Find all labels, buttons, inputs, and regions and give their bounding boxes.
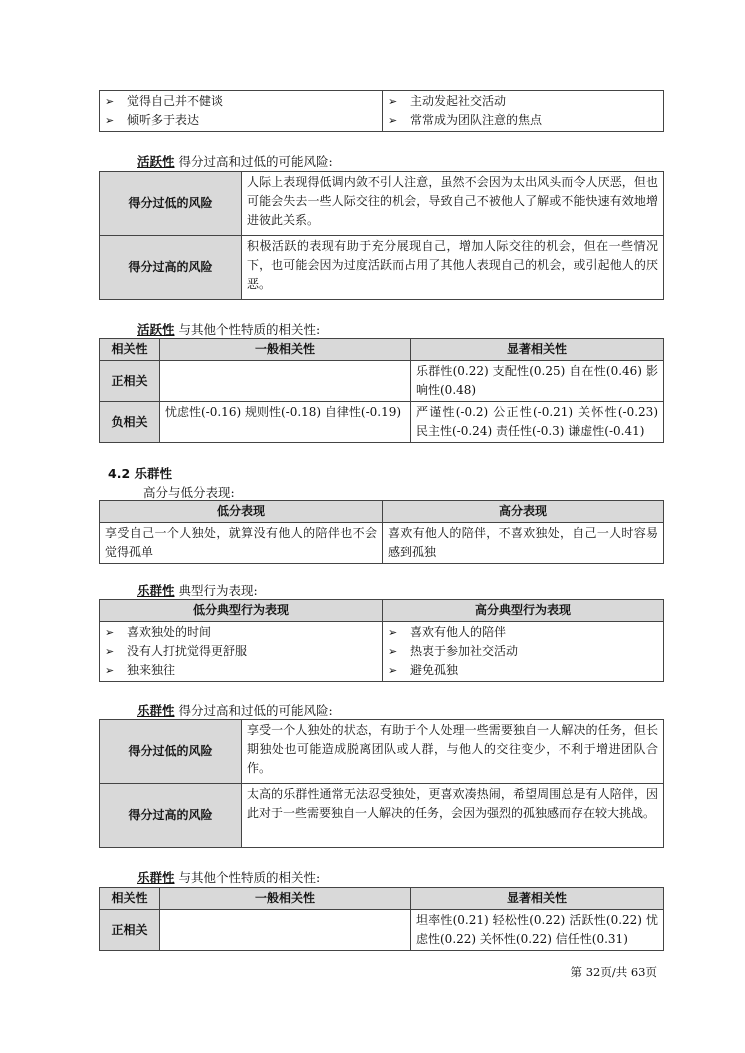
risk-table-sociable [99, 719, 664, 848]
table-row [100, 361, 664, 402]
arrow-bullet-icon: ➢ [105, 95, 115, 108]
risk-text: 太高的乐群性通常无法忍受独处，更喜欢凑热闹，希望周围总是有人陪伴，因此对于一些需要独自一人解决的任务，会因为强烈的孤独感而存在较大挑战。 [242, 784, 664, 848]
list-item-text: 避免孤独 [410, 663, 459, 677]
table-row [100, 720, 664, 784]
list-item [105, 661, 377, 680]
arrow-bullet-icon: ➢ [388, 626, 398, 639]
list-item-text: 常常成为团队注意的焦点 [410, 113, 543, 127]
correlation-label: 正相关 [100, 910, 160, 951]
table-row [100, 172, 664, 236]
table-row [100, 523, 664, 564]
bullet-list-low [100, 91, 383, 132]
arrow-bullet-icon: ➢ [105, 664, 115, 677]
behavior-table-sociable [99, 599, 664, 682]
list-item-text: 倾听多于表达 [127, 113, 200, 127]
table-header-row [100, 339, 664, 361]
list-item [388, 623, 658, 642]
caption-text: 典型行为表现: [178, 583, 258, 598]
list-item-text: 热衷于参加社交活动 [410, 644, 519, 658]
table-header-row [100, 600, 664, 622]
risk-label: 得分过低的风险 [100, 172, 242, 236]
arrow-bullet-icon: ➢ [105, 114, 115, 127]
trait-term: 乐群性 [137, 703, 175, 718]
correlation-table-activity [99, 338, 664, 443]
table-row [100, 910, 664, 951]
table-header-row [100, 888, 664, 910]
caption-text: 得分过高和过低的可能风险: [178, 154, 333, 169]
caption-text: 得分过高和过低的可能风险: [178, 703, 333, 718]
section-heading: 4.2 乐群性 [108, 466, 172, 481]
list-item-text: 主动发起社交活动 [410, 94, 507, 108]
caption-sociable-risk [137, 701, 333, 719]
caption-sociable-behavior [137, 581, 258, 599]
arrow-bullet-icon: ➢ [388, 114, 398, 127]
table-header-row [100, 501, 664, 523]
general-correlation [160, 910, 411, 951]
caption-text: 与其他个性特质的相关性: [178, 322, 321, 337]
list-item [388, 111, 658, 130]
significant-correlation: 坦率性(0.21) 轻松性(0.22) 活跃性(0.22) 忧虑性(0.22) 关怀性(0.22) 信任性(0.31) [411, 910, 664, 951]
correlation-label: 正相关 [100, 361, 160, 402]
significant-correlation: 严谨性(-0.2) 公正性(-0.21) 关怀性(-0.23) 民主性(-0.24) 责任性(-0.3) 谦虚性(-0.41) [411, 402, 664, 443]
list-item-text: 喜欢独处的时间 [127, 625, 212, 639]
list-item-text: 没有人打扰觉得更舒服 [127, 644, 248, 658]
bullet-list-high [383, 622, 664, 682]
arrow-bullet-icon: ➢ [388, 95, 398, 108]
behavior-table-top [99, 90, 664, 132]
list-item [388, 661, 658, 680]
column-header: 相关性 [100, 339, 160, 361]
list-item-text: 独来独往 [127, 663, 176, 677]
list-item [105, 111, 377, 130]
column-header: 低分典型行为表现 [100, 600, 383, 622]
column-header: 低分表现 [100, 501, 383, 523]
column-header: 一般相关性 [160, 339, 411, 361]
risk-text: 享受一个人独处的状态，有助于个人处理一些需要独自一人解决的任务，但长期独处也可能造成脱离团队或人群，与他人的交往变少，不利于增进团队合作。 [242, 720, 664, 784]
table-row [100, 402, 664, 443]
caption-sociable-corr [137, 868, 320, 886]
high-score-text: 喜欢有他人的陪伴，不喜欢独处，自己一人时容易感到孤独 [383, 523, 664, 564]
risk-table-activity [99, 171, 664, 300]
risk-label: 得分过高的风险 [100, 236, 242, 300]
bullet-list-low [100, 622, 383, 682]
list-item [388, 92, 658, 111]
list-item-text: 觉得自己并不健谈 [127, 94, 224, 108]
caption-activity-risk [137, 152, 333, 170]
column-header: 相关性 [100, 888, 160, 910]
trait-term: 活跃性 [137, 154, 175, 169]
general-correlation [160, 361, 411, 402]
list-item [105, 92, 377, 111]
column-header: 显著相关性 [411, 339, 664, 361]
page-number: 第 32页/共 63页 [570, 965, 657, 979]
caption-activity-corr [137, 320, 320, 338]
list-item [105, 623, 377, 642]
table-row [100, 91, 664, 132]
performance-table-sociable [99, 500, 664, 564]
list-item [105, 642, 377, 661]
section-subtitle: 高分与低分表现: [143, 485, 235, 500]
arrow-bullet-icon: ➢ [105, 626, 115, 639]
column-header: 高分表现 [383, 501, 664, 523]
table-row [100, 784, 664, 848]
caption-text: 与其他个性特质的相关性: [178, 870, 321, 885]
table-row [100, 236, 664, 300]
correlation-label: 负相关 [100, 402, 160, 443]
correlation-table-sociable [99, 887, 664, 951]
general-correlation: 忧虑性(-0.16) 规则性(-0.18) 自律性(-0.19) [160, 402, 411, 443]
list-item [388, 642, 658, 661]
trait-term: 乐群性 [137, 870, 175, 885]
column-header: 高分典型行为表现 [383, 600, 664, 622]
trait-term: 乐群性 [137, 583, 175, 598]
list-item-text: 喜欢有他人的陪伴 [410, 625, 507, 639]
significant-correlation: 乐群性(0.22) 支配性(0.25) 自在性(0.46) 影响性(0.48) [411, 361, 664, 402]
trait-term: 活跃性 [137, 322, 175, 337]
low-score-text: 享受自己一个人独处，就算没有他人的陪伴也不会觉得孤单 [100, 523, 383, 564]
arrow-bullet-icon: ➢ [388, 664, 398, 677]
risk-label: 得分过低的风险 [100, 720, 242, 784]
arrow-bullet-icon: ➢ [105, 645, 115, 658]
column-header: 一般相关性 [160, 888, 411, 910]
bullet-list-high [383, 91, 664, 132]
risk-text: 人际上表现得低调内敛不引人注意，虽然不会因为太出风头而令人厌恶，但也可能会失去一些人际交往的机会，导致自己不被他人了解或不能快速有效地增进彼此关系。 [242, 172, 664, 236]
arrow-bullet-icon: ➢ [388, 645, 398, 658]
risk-text: 积极活跃的表现有助于充分展现自己，增加人际交往的机会，但在一些情况下，也可能会因为过度活跃而占用了其他人表现自己的机会，或引起他人的厌恶。 [242, 236, 664, 300]
table-row [100, 622, 664, 682]
risk-label: 得分过高的风险 [100, 784, 242, 848]
column-header: 显著相关性 [411, 888, 664, 910]
